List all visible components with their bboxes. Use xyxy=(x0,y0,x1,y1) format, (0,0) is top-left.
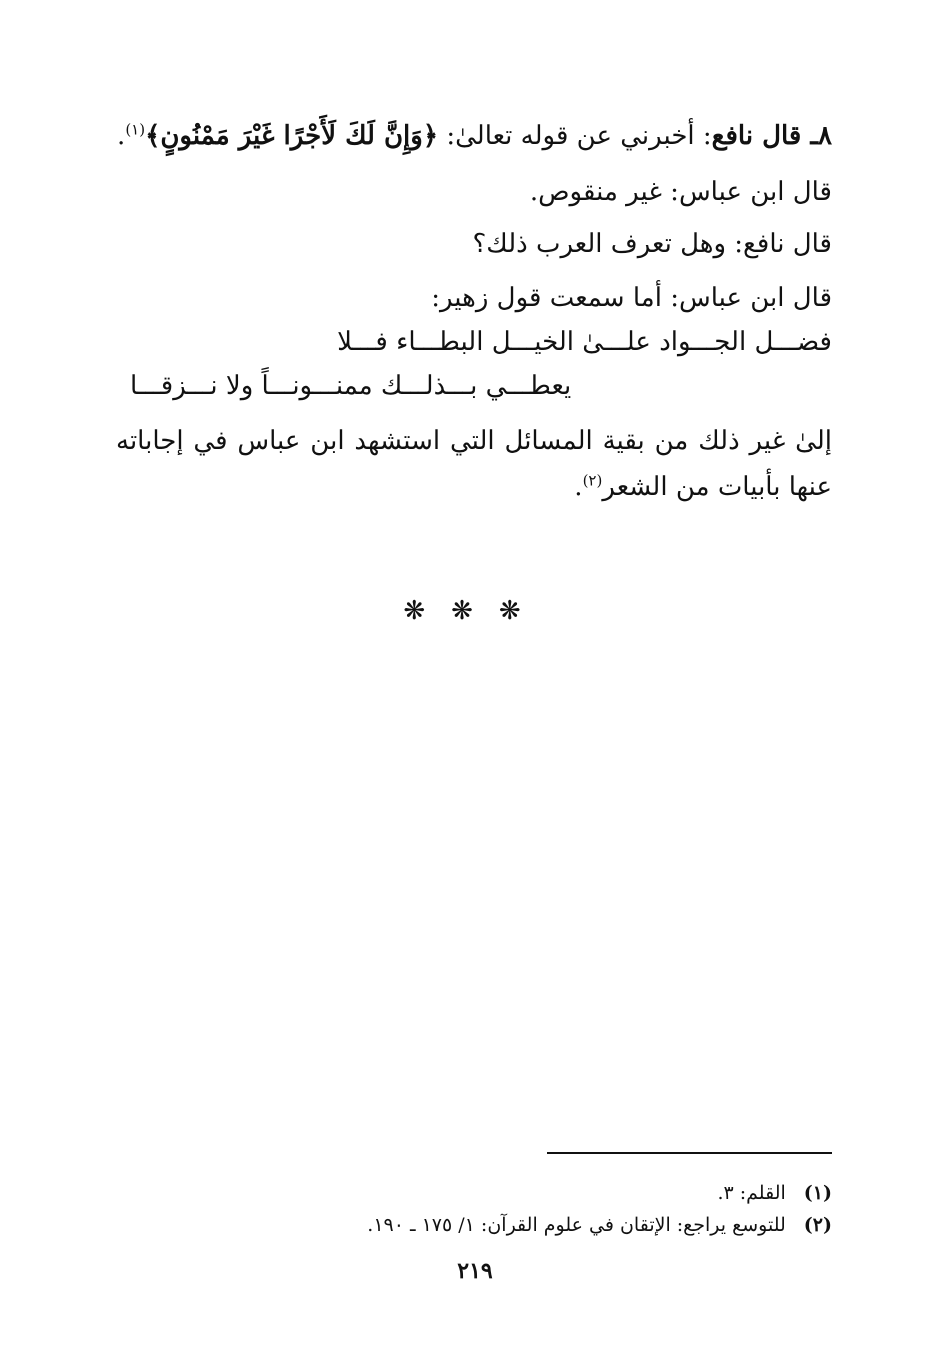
dialogue-line-2: قال ابن عباس: غير منقوص. xyxy=(529,177,832,207)
section-separator-stars: ❋❋❋ xyxy=(403,596,547,626)
closing-paragraph xyxy=(116,418,832,510)
dialogue-line-4: قال ابن عباس: أما سمعت قول زهير: xyxy=(431,283,832,313)
footnote-text: للتوسع يراجع: الإتقان في علوم القرآن: ١/ ١٧٥ ـ ١٩٠. xyxy=(367,1214,786,1236)
footnote-number: (١) xyxy=(803,1182,832,1204)
quran-verse: ﴿وَإِنَّ لَكَ لَأَجْرًا غَيْرَ مَمْنُونٍ﴾ xyxy=(145,121,439,151)
paragraph-text: إلىٰ غير ذلك من بقية المسائل التي استشهد ابن عباس في إجاباته عنها بأبيات من الشعر xyxy=(116,426,832,502)
sentence-end: . xyxy=(117,121,126,151)
dialogue-line-1 xyxy=(116,116,832,156)
footnote-1 xyxy=(116,1178,832,1208)
poem-hemistich-1: فضـــل الجـــواد علـــىٰ الخيـــل البطـــاء فـــلا xyxy=(337,327,832,357)
page-number: ٢١٩ xyxy=(457,1258,493,1284)
footnote-2 xyxy=(116,1210,832,1240)
footnote-text: القلم: ٣. xyxy=(717,1182,786,1204)
footnote-ref-1: (١) xyxy=(125,120,146,139)
footnote-ref-2: (٢) xyxy=(582,471,603,490)
item-number-label: ٨ـ قال نافع xyxy=(711,121,832,151)
footnote-number: (٢) xyxy=(803,1214,832,1236)
poem-hemistich-2: يعطـــي بـــذلـــك ممنـــونـــاً ولا نـــزقـــا xyxy=(130,371,572,401)
dialogue-line-3: قال نافع: وهل تعرف العرب ذلك؟ xyxy=(472,229,832,259)
paragraph-end: . xyxy=(574,472,583,502)
footnote-divider xyxy=(547,1152,832,1154)
question-text: : أخبرني عن قوله تعالىٰ: xyxy=(438,121,712,151)
